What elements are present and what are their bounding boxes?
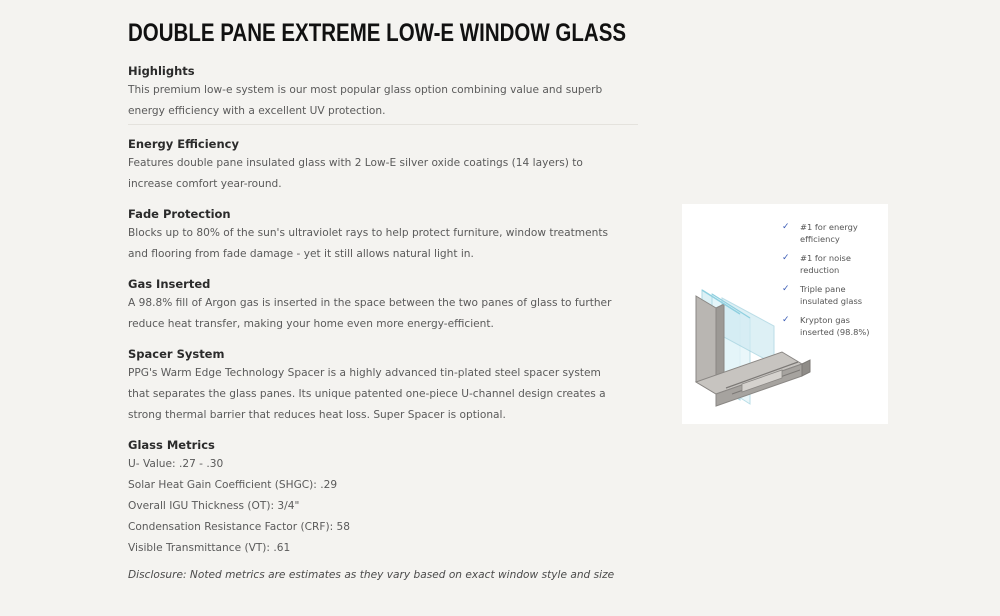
section-fade-protection <box>128 205 648 265</box>
feature-item <box>782 315 870 338</box>
metric-item: Visible Transmittance (VT): .61 <box>128 542 291 554</box>
page-title: DOUBLE PANE EXTREME LOW-E WINDOW GLASS <box>128 19 627 47</box>
feature-label: #1 for energy efficiency <box>800 222 858 244</box>
feature-label: Krypton gas inserted (98.8%) <box>800 315 870 337</box>
section-text-line: and flooring from fade damage - yet it still allows natural light in. <box>128 248 474 260</box>
metric-item: Solar Heat Gain Coefficient (SHGC): .29 <box>128 479 338 491</box>
feature-item <box>782 222 870 245</box>
section-heading: Fade Protection <box>128 207 231 221</box>
window-glass-figure <box>682 204 888 424</box>
check-icon: ✓ <box>782 222 790 232</box>
section-text-line: strong thermal barrier that reduces heat loss. Super Spacer is optional. <box>128 409 506 421</box>
section-glass-metrics <box>128 436 648 559</box>
content-column <box>128 62 648 586</box>
section-text-line: This premium low-e system is our most popular glass option combining value and superb <box>128 84 603 96</box>
disclosure-note: Disclosure: Noted metrics are estimates as they vary based on exact window style and size <box>128 569 615 581</box>
metric-item: U- Value: .27 - .30 <box>128 458 224 470</box>
feature-item <box>782 284 870 307</box>
section-energy-efficiency <box>128 135 648 195</box>
section-heading: Gas Inserted <box>128 277 211 291</box>
metrics-list <box>128 454 648 559</box>
section-text-line: energy efficiency with a excellent UV protection. <box>128 105 386 117</box>
section-text-line: PPG's Warm Edge Technology Spacer is a highly advanced tin-plated steel spacer system <box>128 367 601 379</box>
check-icon: ✓ <box>782 284 790 294</box>
section-heading: Highlights <box>128 64 195 78</box>
feature-list <box>782 222 870 346</box>
section-text-line: A 98.8% fill of Argon gas is inserted in the space between the two panes of glass to further <box>128 297 612 309</box>
section-gas-inserted <box>128 275 648 335</box>
section-text-line: that separates the glass panes. Its unique patented one-piece U-channel design creates a <box>128 388 606 400</box>
metric-item: Overall IGU Thickness (OT): 3/4" <box>128 500 300 512</box>
section-text-line: Blocks up to 80% of the sun's ultraviolet rays to help protect furniture, window treatments <box>128 227 609 239</box>
section-text-line: increase comfort year-round. <box>128 178 282 190</box>
section-text-line: Features double pane insulated glass with 2 Low-E silver oxide coatings (14 layers) to <box>128 157 583 169</box>
check-icon: ✓ <box>782 253 790 263</box>
section-heading: Energy Efficiency <box>128 137 239 151</box>
feature-label: Triple pane insulated glass <box>800 284 863 306</box>
section-highlights <box>128 62 648 125</box>
section-heading: Spacer System <box>128 347 225 361</box>
section-spacer-system <box>128 345 648 426</box>
section-text-line: reduce heat transfer, making your home even more energy-efficient. <box>128 318 494 330</box>
metric-item: Condensation Resistance Factor (CRF): 58 <box>128 521 351 533</box>
feature-label: #1 for noise reduction <box>800 253 851 275</box>
feature-item <box>782 253 870 276</box>
check-icon: ✓ <box>782 315 790 325</box>
section-heading: Glass Metrics <box>128 438 215 452</box>
section-divider <box>128 124 638 125</box>
